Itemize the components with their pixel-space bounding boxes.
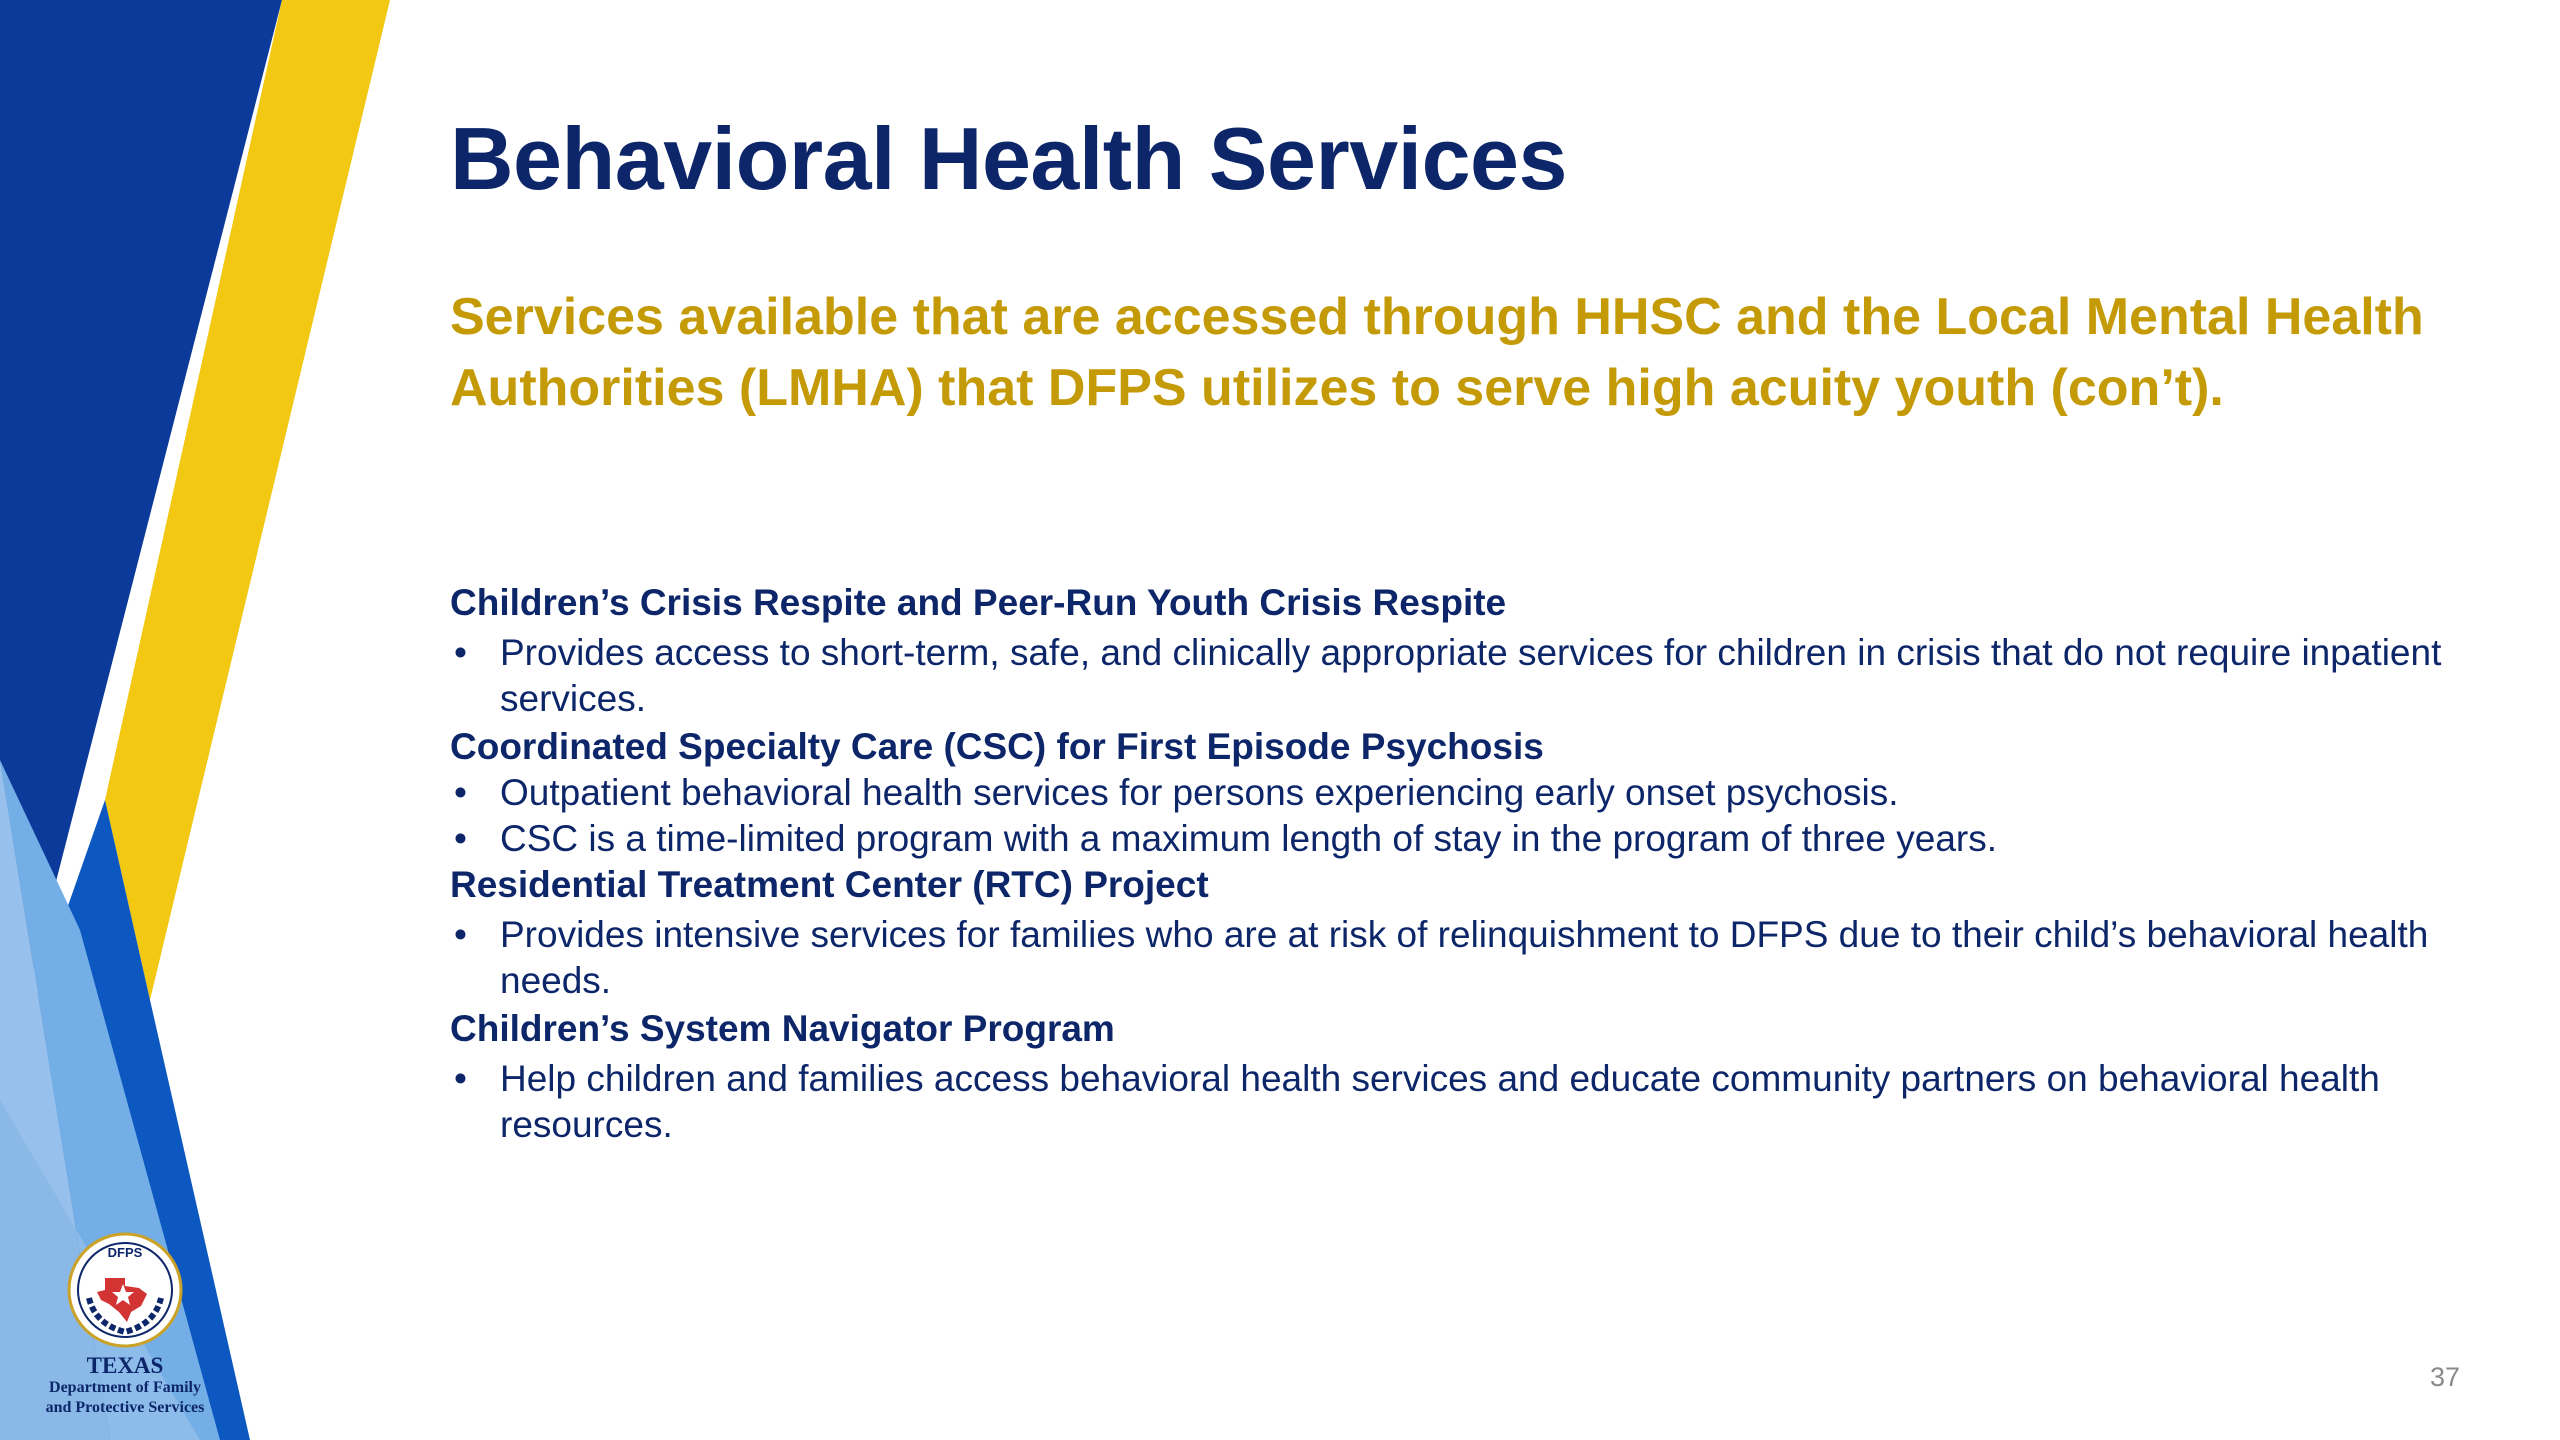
bullet-icon: •: [454, 772, 467, 813]
bullet-list: [450, 912, 2490, 1004]
bullet-list: [450, 630, 2490, 722]
logo-department-line: Department of Family: [49, 1379, 201, 1396]
section-heading: Children’s Crisis Respite and Peer-Run Youth Crisis Respite: [450, 582, 1507, 623]
bullet-item: [450, 1056, 2490, 1148]
dfps-logo: [20, 1232, 230, 1418]
slide-title: Behavioral Health Services: [450, 109, 1567, 208]
bullet-item: [450, 816, 2490, 862]
dfps-seal-icon: [67, 1232, 183, 1348]
bullet-list: [450, 770, 2490, 862]
bullet-item: [450, 770, 2490, 816]
page-number: 37: [2429, 1362, 2460, 1392]
logo-services-line: and Protective Services: [45, 1399, 205, 1416]
logo-texas: TEXAS: [86, 1353, 164, 1378]
section-heading: Residential Treatment Center (RTC) Project: [450, 864, 1209, 905]
decorative-side-band: [0, 0, 400, 1440]
bullet-icon: •: [454, 632, 467, 673]
bullet-text: Provides intensive services for families who are at risk of relinquishment to DFPS due to their child’s behavioral health needs.: [500, 914, 2429, 1001]
section-heading: Coordinated Specialty Care (CSC) for First Episode Psychosis: [450, 726, 1544, 767]
slide-subtitle: Services available that are accessed through HHSC and the Local Mental Health Authorities (LMHA) that DFPS utilizes to serve high acuity youth (con’t).: [450, 288, 2424, 417]
section-rtc-project: [450, 862, 2490, 1004]
bullet-text: Help children and families access behavioral health services and educate community partners on behavioral health resources.: [500, 1058, 2380, 1145]
bullet-list: [450, 1056, 2490, 1148]
bullet-icon: •: [454, 914, 467, 955]
bullet-text: Outpatient behavioral health services for persons experiencing early onset psychosis.: [500, 772, 1899, 813]
svg-text:DFPS: DFPS: [107, 1245, 143, 1260]
bullet-item: [450, 912, 2490, 1004]
bullet-icon: •: [454, 1058, 467, 1099]
services-content: [450, 580, 2490, 1150]
bullet-text: Provides access to short-term, safe, and clinically appropriate services for children in crisis that do not require inpatient services.: [500, 632, 2442, 719]
section-system-navigator: [450, 1006, 2490, 1148]
section-crisis-respite: [450, 580, 2490, 722]
bullet-text: CSC is a time-limited program with a maximum length of stay in the program of three years.: [500, 818, 1998, 859]
bullet-icon: •: [454, 818, 467, 859]
section-heading: Children’s System Navigator Program: [450, 1008, 1115, 1049]
section-coordinated-specialty-care: [450, 724, 2490, 862]
bullet-item: [450, 630, 2490, 722]
